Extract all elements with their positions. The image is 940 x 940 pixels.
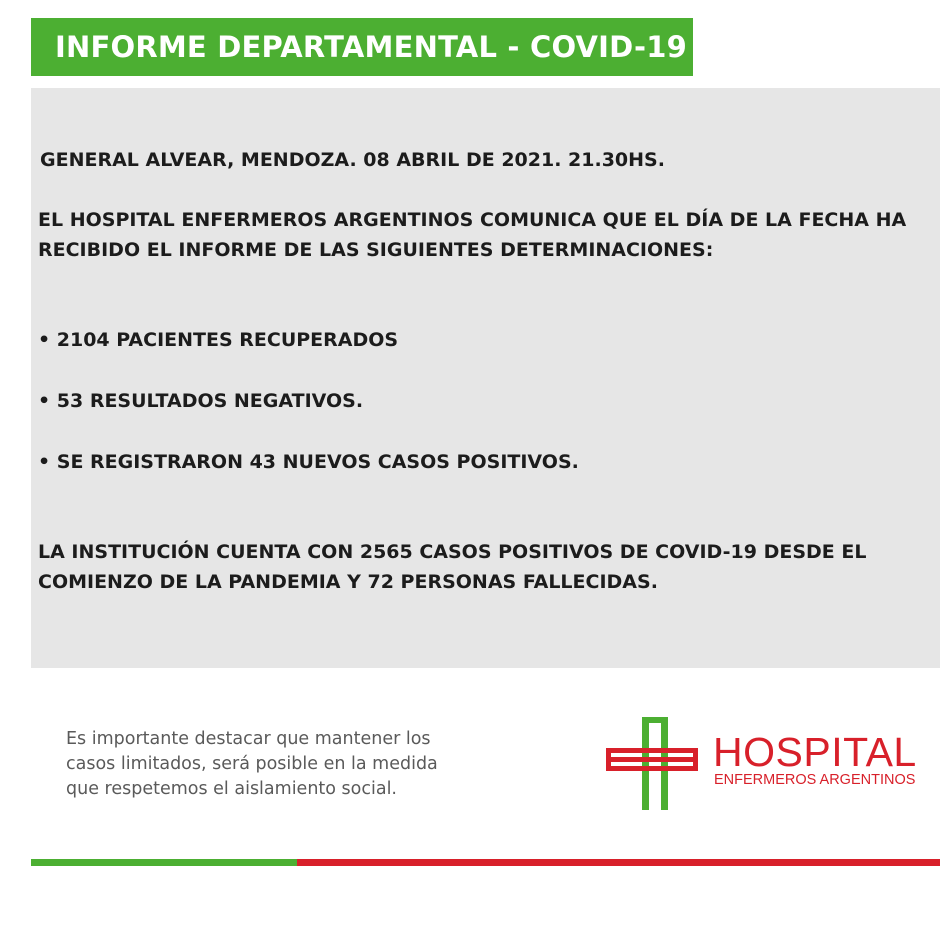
- logo-subtitle: ENFERMEROS ARGENTINOS: [714, 772, 916, 788]
- title-banner: [31, 18, 693, 76]
- list-item-negative: • 53 RESULTADOS NEGATIVOS.: [38, 390, 364, 412]
- footer-note-line-2: casos limitados, será posible en la medida: [66, 754, 438, 774]
- footer-bar-red: [297, 859, 940, 866]
- footer-bar-green: [31, 859, 297, 866]
- intro-line-2: RECIBIDO EL INFORME DE LAS SIGUIENTES DETERMINACIONES:: [38, 239, 714, 261]
- intro-line-1: EL HOSPITAL ENFERMEROS ARGENTINOS COMUNICA QUE EL DÍA DE LA FECHA HA: [38, 209, 907, 231]
- summary-line-2: COMIENZO DE LA PANDEMIA Y 72 PERSONAS FALLECIDAS.: [38, 571, 658, 593]
- list-item-new-positive: • SE REGISTRARON 43 NUEVOS CASOS POSITIVOS.: [38, 451, 579, 473]
- location-date: GENERAL ALVEAR, MENDOZA. 08 ABRIL DE 2021. 21.30HS.: [40, 149, 665, 171]
- page-title: INFORME DEPARTAMENTAL - COVID-19: [55, 30, 687, 64]
- list-item-recovered: • 2104 PACIENTES RECUPERADOS: [38, 329, 399, 351]
- footer-note-line-1: Es importante destacar que mantener los: [66, 729, 431, 749]
- logo-wordmark: HOSPITAL: [713, 729, 917, 775]
- summary-line-1: LA INSTITUCIÓN CUENTA CON 2565 CASOS POSITIVOS DE COVID-19 DESDE EL: [38, 541, 867, 563]
- footer-note: [66, 727, 438, 802]
- footer-note-line-3: que respetemos el aislamiento social.: [66, 779, 397, 799]
